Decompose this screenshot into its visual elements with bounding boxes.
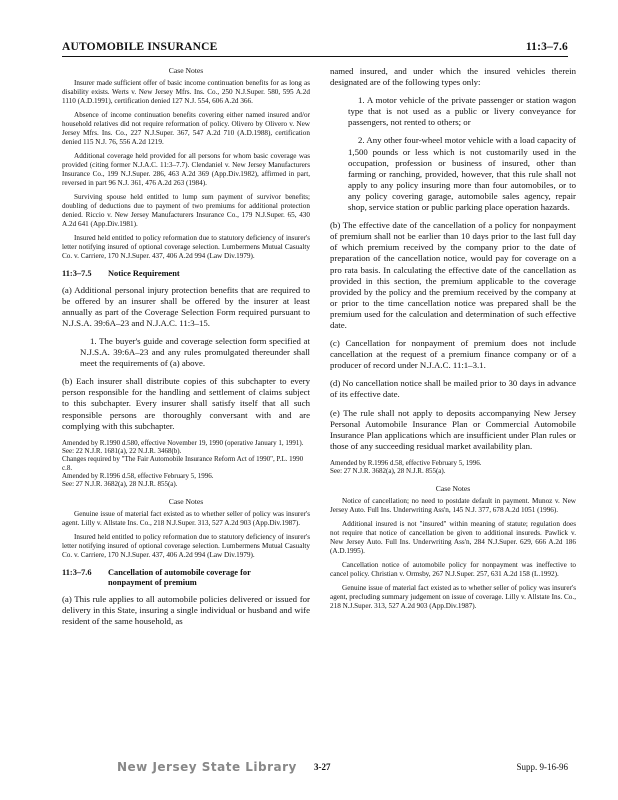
section-heading-11-3-7-5 <box>62 269 310 280</box>
case-note: Genuine issue of material fact existed as to whether seller of policy was insurer's agent, precluding summary judgement on issue of coverage. Lilly v. Allstate Ins. Co., 218 N.J.Super. 313, 527 A.2d 903 (App.Div.1987). <box>330 583 576 610</box>
case-note: Insurer made sufficient offer of basic income continuation benefits for as long as disability exists. Werts v. New Jersey Mfrs. Ins. Co., 250 N.J.Super. 580, 595 A.2d 1110 (A.D.1991), certification denied 127 N.J. 554, 606 A.2d 366. <box>62 79 310 105</box>
paragraph-item-1: 1. A motor vehicle of the private passenger or station wagon type that is not used as a public or livery conveyance for passengers, not rented to others; or <box>348 95 576 128</box>
paragraph-item-2: 2. Any other four-wheel motor vehicle with a load capacity of 1,500 pounds or less which is not customarily used in the occupation, profession or business of insured, other than farming or ranching, provided, however, that this rule shall not apply to any policy insuring more than four automobiles, or to any policy covering garage, automobile sales agency, repair shop, service station or public parking place operation hazards. <box>348 135 576 213</box>
case-notes-heading: Case Notes <box>168 66 204 75</box>
amendment-line: Amended by R.1996 d.58, effective February 5, 1996. <box>62 471 214 480</box>
amendment-line: See: 27 N.J.R. 3682(a), 28 N.J.R. 855(a). <box>62 480 178 489</box>
library-stamp: New Jersey State Library <box>117 760 297 774</box>
paragraph-e: (e) The rule shall not apply to deposits accompanying New Jersey Personal Automobile Insurance Plan or Commercial Automobile Insurance Plan applications which are insufficient under Plan rules or those of any succeeding residual market availability plan. <box>330 407 576 451</box>
amendment-line: See: 22 N.J.R. 1681(a), 22 N.J.R. 3468(b). <box>62 447 182 456</box>
amendment-history <box>330 459 576 476</box>
left-column <box>62 66 310 634</box>
paragraph-continued: named insured, and under which the insured vehicles therein designated are of the following types only: <box>330 66 576 88</box>
paragraph-b: (b) The effective date of the cancellation of a policy for nonpayment of premium shall not be earlier than 10 days prior to the last full day of which premium received by the company prior to the date of preparation of the cancellation notice, would pay for coverage on a pro rata basis. In calculating the effective date of the cancellation as provided in this section, the premium applicable to the coverage provided by the policy and the premium received by the company at or prior to the time cancellation notice was prepared shall be the premium used for the calculation and determination of such effective date. <box>330 220 576 330</box>
case-note: Insured held entitled to policy reformation due to statutory deficiency of insurer's letter notifying insured of optional coverage selection. Lumbermens Mutual Casualty Co. v. Carriere, 170 N.J.Super. 437, 406 A.2d 994 (Law Div.1979). <box>62 234 310 260</box>
case-note: Additional insured is not "insured" within meaning of statute; regulation does not require that notice of cancellation be given to additional insureds. Pawlick v. New Jersey Auto. Full Ins. Underwriting Ass'n, 284 N.J.Super. 629, 666 A.2d 186 (A.D.1995). <box>330 519 576 555</box>
header-title: AUTOMOBILE INSURANCE <box>62 41 218 53</box>
case-note: Notice of cancellation; no need to postdate default in payment. Munoz v. New Jersey Auto. Full Ins. Underwriting Ass'n, 145 N.J. 377, 678 A.2d 1051 (1996). <box>330 496 576 514</box>
running-header <box>62 38 568 57</box>
section-title-cont: nonpayment of premium <box>108 578 197 588</box>
case-notes-heading: Case Notes <box>435 483 471 493</box>
case-note: Additional coverage held provided for all persons for whom basic coverage was provided (citing former N.J.A.C. 11:3–7.7). Clendaniel v. New Jersey Manufacturers Insurance Co., 199 N.J.Super. 286, 463 A.2d 369 (App.Div.1982), affirmed in part, reversed in part 96 N.J. 361, 476 A.2d 263 (1984). <box>62 152 310 187</box>
page-number: 3-27 <box>314 762 331 772</box>
case-note: Absence of income continuation benefits covering either named insured and/or household relatives did not require reformation of policy. Olivero by Olivero v. New Jersey Mfrs. Ins. Co., 227 N.J.Super. 367, 547 A.2d 710 (A.D.1988), certification denied 115 N.J. 76, 556 A.2d 1219. <box>62 111 310 146</box>
case-note: Surviving spouse held entitled to lump sum payment of survivor benefits; doubling of deductions due to payment of two premiums for additional protection denied. Riccio v. New Jersey Manufacturers Insurance Co., 179 N.J.Super. 65, 430 A.2d 641 (App.Div.1981). <box>62 193 310 228</box>
amendment-history <box>62 439 310 489</box>
section-title: Notice Requirement <box>108 269 180 278</box>
page-footer <box>62 760 568 776</box>
amendment-line: Amended by R.1990 d.580, effective November 19, 1990 (operative January 1, 1991). <box>62 438 304 447</box>
section-heading-11-3-7-6 <box>62 568 310 589</box>
paragraph-b: (b) Each insurer shall distribute copies of this subchapter to every person responsible for the handling and settlement of claims subject to this subchapter. Every insurer shall satisfy itself that all such responsible persons are thoroughly conversant with and are complying with this subchapter. <box>62 376 310 431</box>
case-note: Insured held entitled to policy reformation due to statutory deficiency of insurer's letter notifying insured of optional coverage selection. Lumbermens Mutual Casualty Co. v. Carriere, 170 N.J.Super. 437, 406 A.2d 994 (Law Div.1979). <box>62 532 310 559</box>
paragraph-a: (a) Additional personal injury protection benefits that are required to be offered by an insurer shall be offered by the insurer at least annually as part of the Coverage Selection Form required pursuant to N.J.S.A. 39:6A–23 and N.J.A.C. 11:3–15. <box>62 284 310 328</box>
paragraph-a: (a) This rule applies to all automobile policies delivered or issued for delivery in this State, insuring a single individual or husband and wife resident of the same household, as <box>62 593 310 626</box>
paragraph-d: (d) No cancellation notice shall be mailed prior to 30 days in advance of its effective date. <box>330 378 576 400</box>
section-number: 11:3–7.5 <box>62 269 92 278</box>
right-column <box>330 66 576 616</box>
paragraph-a-1: 1. The buyer's guide and coverage selection form specified at N.J.S.A. 39:6A–23 and any rules promulgated thereunder shall meet the requirements of (a) above. <box>80 335 310 369</box>
amendment-line: Amended by R.1996 d.58, effective February 5, 1996. <box>330 458 482 467</box>
paragraph-c: (c) Cancellation for nonpayment of premium does not include cancellation at the request of a premium finance company or of a producer of record under N.J.A.C. 11:1–3.1. <box>330 338 576 371</box>
supplement-date: Supp. 9-16-96 <box>516 762 568 772</box>
section-number: 11:3–7.6 <box>62 567 92 577</box>
amendment-line: Changes required by "The Fair Automobile Insurance Reform Act of 1990", P.L. 1990 c.8. <box>62 455 304 472</box>
case-note: Cancellation notice of automobile policy for nonpayment was ineffective to cancel policy. Christian v. Ormsby, 267 N.J.Super. 257, 631 A.2d 158 (L.1992). <box>330 560 576 578</box>
header-section-range: 11:3–7.6 <box>525 41 568 53</box>
section-title: Cancellation of automobile coverage for <box>108 567 251 577</box>
case-notes-heading: Case Notes <box>168 496 204 506</box>
amendment-line: See: 27 N.J.R. 3682(a), 28 N.J.R. 855(a). <box>330 467 446 476</box>
case-note: Genuine issue of material fact existed as to whether seller of policy was insurer's agent. Lilly v. Allstate Ins. Co., 218 N.J.Super. 313, 527 A.2d 903 (App.Div.1987). <box>62 509 310 527</box>
